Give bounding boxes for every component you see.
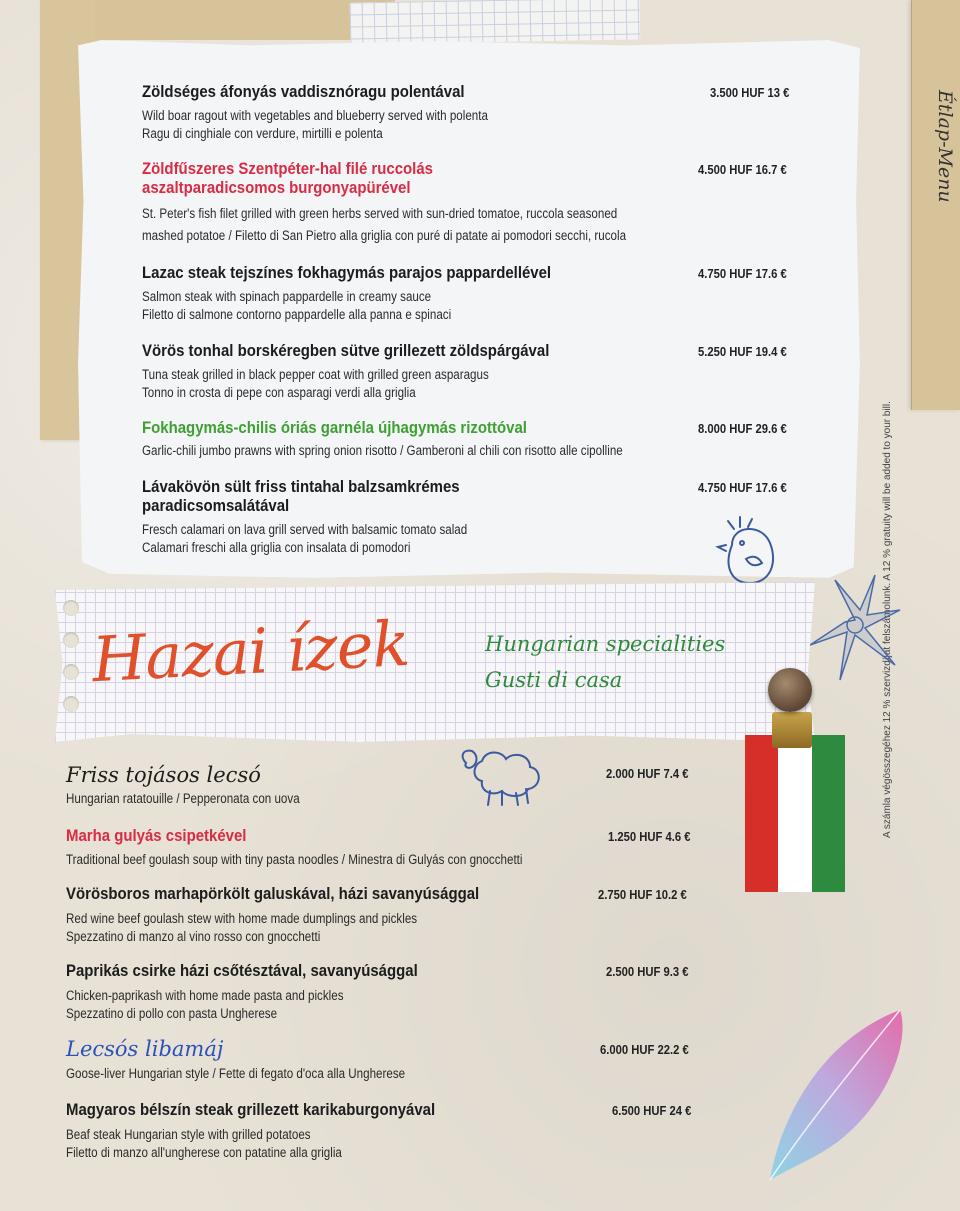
menu-item — [142, 159, 705, 245]
menu-item-price: 3.500 HUF 13 € — [710, 86, 790, 100]
menu-item-title: Zöldséges áfonyás vaddisznóragu polentával — [142, 82, 465, 101]
menu-item-price: 8.000 HUF 29.6 € — [698, 422, 787, 436]
menu-item-title: Friss tojásos lecsó — [66, 763, 261, 787]
menu-item — [142, 418, 701, 460]
menu-item-title: Vörös tonhal borskéregben sütve grillezett zöldspárgával — [142, 341, 550, 360]
menu-item — [142, 263, 607, 324]
menu-item-price: 2.000 HUF 7.4 € — [606, 767, 689, 781]
menu-item — [66, 763, 338, 808]
menu-item-title: Lazac steak tejszínes fokhagymás parajos pappardellével — [142, 263, 552, 282]
pushpin-icon — [768, 668, 812, 712]
gratuity-note: A számla végösszegéhez 12 % szervizdíjat felszámolunk. A 12 % gratuity will be added to your bill. — [882, 401, 893, 839]
menu-item-price: 4.750 HUF 17.6 € — [698, 481, 787, 495]
menu-item-desc: Calamari freschi alla griglia con insalata di pomodori — [142, 540, 411, 555]
section-subtitle-en: Hungarian specialities — [485, 632, 726, 656]
menu-item-title-2: aszaltparadicsomos burgonyapürével — [142, 178, 411, 197]
binder-holes — [63, 600, 83, 720]
menu-item-desc: Red wine beef goulash stew with home made dumplings and pickles — [66, 911, 418, 926]
menu-item-desc: Garlic-chili jumbo prawns with spring onion risotto / Gamberoni al chili con risotto alle cipolline — [142, 443, 623, 458]
menu-item — [66, 1037, 460, 1083]
menu-item-price: 6.000 HUF 22.2 € — [600, 1043, 689, 1057]
menu-item-desc: Hungarian ratatouille / Pepperonata con uova — [66, 791, 300, 806]
menu-item-title: Lávakövön sült friss tintahal balzsamkrémes — [142, 477, 460, 496]
menu-item-title: Zöldfűszeres Szentpéter-hal filé ruccolás — [142, 159, 433, 178]
menu-item-title: Paprikás csirke házi csőtésztával, savanyúsággal — [66, 961, 418, 980]
menu-item-price: 5.250 HUF 19.4 € — [698, 345, 787, 359]
menu-item-title: Lecsós libamáj — [66, 1037, 224, 1061]
menu-item-desc: Salmon steak with spinach pappardelle in creamy sauce — [142, 289, 432, 304]
menu-item — [66, 1100, 486, 1162]
menu-item-desc: Tuna steak grilled in black pepper coat with grilled green asparagus — [142, 367, 489, 382]
side-tab-label: Étlap-Menu — [934, 90, 956, 203]
menu-item — [66, 826, 597, 869]
menu-item-title: Marha gulyás csipetkével — [66, 826, 247, 845]
menu-item — [142, 82, 544, 143]
menu-item-desc: mashed potatoe / Filetto di San Pietro alla griglia con puré di patate ai pomodori secchi, rucola — [142, 228, 627, 243]
menu-item — [66, 961, 466, 1023]
hungarian-flag — [745, 735, 845, 892]
menu-item-price: 4.500 HUF 16.7 € — [698, 163, 787, 177]
grid-paper-corner — [350, 0, 641, 45]
menu-item-desc: St. Peter's fish filet grilled with green herbs served with sun-dried tomatoe, ruccola seasoned — [142, 206, 618, 221]
section-title: Hazai ízek — [90, 606, 411, 697]
section-subtitle-it: Gusti di casa — [485, 668, 623, 692]
menu-item-desc: Spezzatino di pollo con pasta Ungherese — [66, 1006, 278, 1021]
menu-item-desc: Beaf steak Hungarian style with grilled potatoes — [66, 1127, 311, 1142]
menu-item-price: 4.750 HUF 17.6 € — [698, 267, 787, 281]
menu-item-desc: Chicken-paprikash with home made pasta and pickles — [66, 988, 344, 1003]
menu-item — [142, 341, 605, 402]
menu-item-desc: Filetto di salmone contorno pappardelle alla panna e spinaci — [142, 307, 452, 322]
menu-item-price: 2.750 HUF 10.2 € — [598, 888, 687, 902]
menu-item-title: Vörösboros marhapörkölt galuskával, házi savanyúsággal — [66, 884, 480, 903]
menu-item — [66, 884, 536, 946]
feather-icon — [750, 1000, 920, 1190]
flower-doodle-icon — [805, 570, 905, 690]
menu-item-desc: Goose-liver Hungarian style / Fette di fegato d'oca alla Ungherese — [66, 1066, 406, 1081]
menu-item-title: Fokhagymás-chilis óriás garnéla újhagymás rizottóval — [142, 418, 527, 437]
menu-item-title-2: paradicsomsalátával — [142, 496, 290, 515]
menu-item-price: 2.500 HUF 9.3 € — [606, 965, 689, 979]
sheep-doodle-icon — [458, 745, 548, 810]
menu-item-price: 1.250 HUF 4.6 € — [608, 830, 691, 844]
menu-item-desc: Traditional beef goulash soup with tiny pasta noodles / Minestra di Gulyás con gnocchetti — [66, 852, 523, 867]
menu-item — [142, 477, 520, 557]
menu-item-title: Magyaros bélszín steak grillezett karikaburgonyával — [66, 1100, 436, 1119]
menu-item-desc: Ragu di cinghiale con verdure, mirtilli e polenta — [142, 126, 383, 141]
menu-item-desc: Fresch calamari on lava grill served with balsamic tomato salad — [142, 522, 468, 537]
menu-item-price: 6.500 HUF 24 € — [612, 1104, 692, 1118]
menu-item-desc: Spezzatino di manzo al vino rosso con gnocchetti — [66, 929, 321, 944]
menu-item-desc: Filetto di manzo all'ungherese con patatine alla griglia — [66, 1145, 342, 1160]
binder-clip — [772, 712, 812, 748]
menu-item-desc: Tonno in crosta di pepe con asparagi verdi alla griglia — [142, 385, 416, 400]
menu-item-desc: Wild boar ragout with vegetables and blueberry served with polenta — [142, 108, 488, 123]
